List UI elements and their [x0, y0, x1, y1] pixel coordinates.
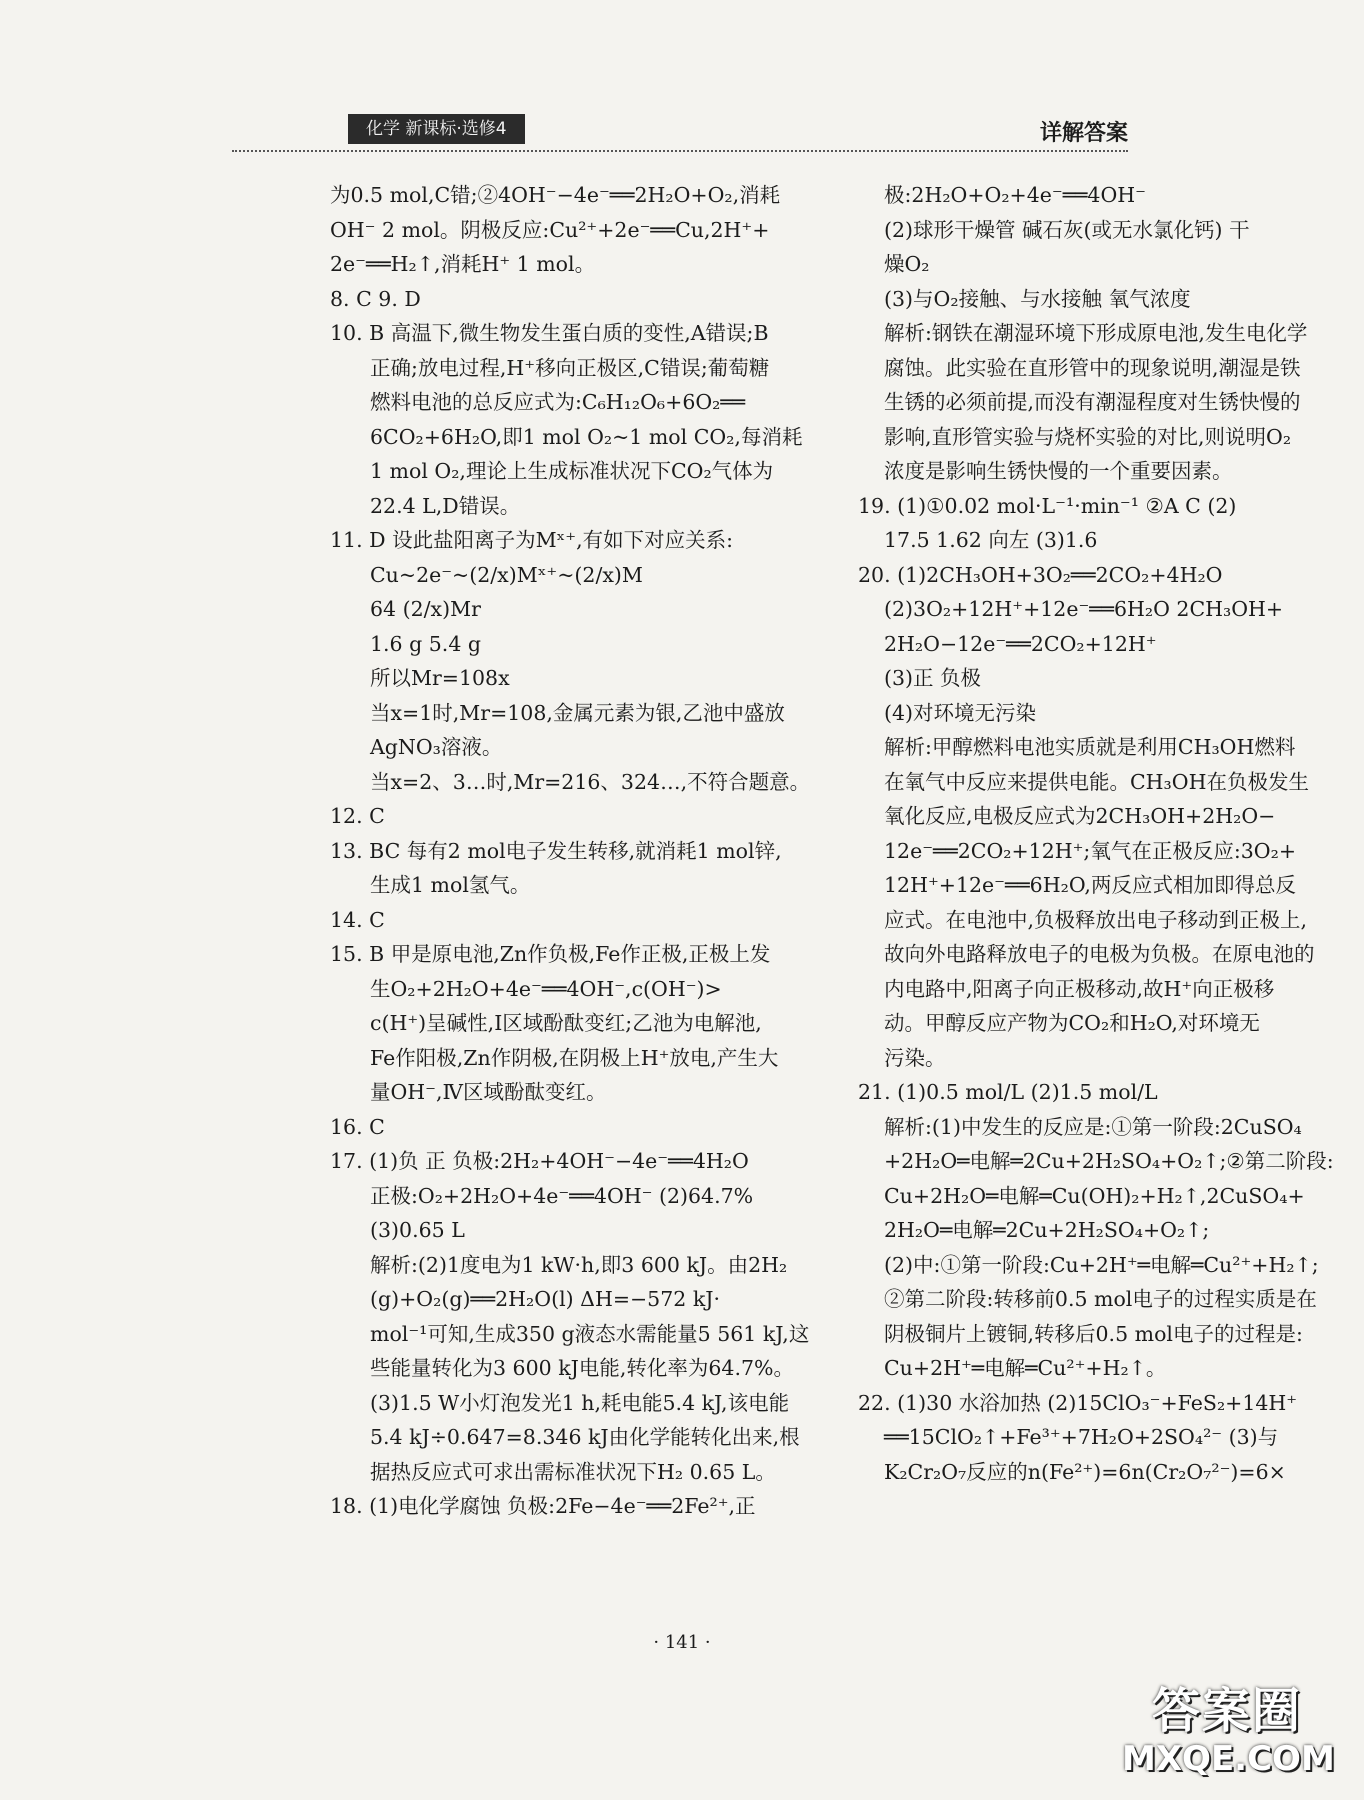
- text-line: 14. C: [330, 907, 385, 932]
- page-header: [232, 108, 1128, 148]
- text-line: 据热反应式可求出需标准状况下H₂ 0.65 L。: [370, 1459, 776, 1484]
- watermark-url: MXQE.COM: [1122, 1739, 1335, 1779]
- text-line: 5.4 kJ÷0.647=8.346 kJ由化学能转化出来,根: [370, 1425, 800, 1449]
- text-line: mol⁻¹可知,生成350 g液态水需能量5 561 kJ,这: [370, 1321, 810, 1346]
- text-line: 当x=1时,Mr=108,金属元素为银,乙池中盛放: [370, 700, 785, 725]
- text-line: 2H₂O−12e⁻══2CO₂+12H⁺: [884, 631, 1157, 656]
- text-line: 动。甲醇反应产物为CO₂和H₂O,对环境无: [884, 1011, 1260, 1035]
- text-line: 6CO₂+6H₂O,即1 mol O₂~1 mol CO₂,每消耗: [370, 424, 803, 449]
- text-line: 1 mol O₂,理论上生成标准状况下CO₂气体为: [370, 459, 774, 483]
- text-line: 极:2H₂O+O₂+4e⁻══4OH⁻: [884, 183, 1146, 207]
- text-line: 12e⁻══2CO₂+12H⁺;氧气在正极反应:3O₂+: [884, 838, 1296, 863]
- book-tag: 化学 新课标·选修4: [348, 114, 525, 144]
- text-line: 生成1 mol氢气。: [370, 873, 531, 897]
- text-line: 正极:O₂+2H₂O+4e⁻══4OH⁻ (2)64.7%: [370, 1183, 754, 1208]
- text-line: 17.5 1.62 向左 (3)1.6: [884, 528, 1098, 552]
- text-line: 污染。: [884, 1045, 946, 1070]
- text-line: 当x=2、3…时,Mr=216、324…,不符合题意。: [370, 769, 811, 794]
- watermark: [1122, 1681, 1335, 1779]
- text-line: 18. (1)电化学腐蚀 负极:2Fe−4e⁻══2Fe²⁺,正: [330, 1494, 756, 1518]
- text-line: 解析:钢铁在潮湿环境下形成原电池,发生电化学: [884, 321, 1308, 345]
- text-line: AgNO₃溶液。: [370, 735, 503, 759]
- text-line: 17. (1)负 正 负极:2H₂+4OH⁻−4e⁻══4H₂O: [330, 1149, 749, 1173]
- text-line: 16. C: [330, 1114, 385, 1139]
- text-line: Fe作阳极,Zn作阴极,在阴极上H⁺放电,产生大: [370, 1045, 779, 1070]
- text-line: (3)正 负极: [884, 666, 982, 690]
- text-line: 解析:(2)1度电为1 kW·h,即3 600 kJ。由2H₂: [370, 1252, 788, 1277]
- text-line: 2H₂O═电解═2Cu+2H₂SO₄+O₂↑;: [884, 1218, 1210, 1242]
- text-line: 2e⁻══H₂↑,消耗H⁺ 1 mol。: [330, 252, 596, 276]
- text-line: (2)3O₂+12H⁺+12e⁻══6H₂O 2CH₃OH+: [884, 597, 1284, 621]
- text-line: (g)+O₂(g)══2H₂O(l) ΔH=−572 kJ·: [370, 1287, 720, 1311]
- text-line: 阴极铜片上镀铜,转移后0.5 mol电子的过程是:: [884, 1321, 1303, 1346]
- section-title: 详解答案: [1039, 121, 1128, 146]
- text-line: 些能量转化为3 600 kJ电能,转化率为64.7%。: [370, 1356, 794, 1380]
- text-line: K₂Cr₂O₇反应的n(Fe²⁺)=6n(Cr₂O₇²⁻)=6×: [884, 1459, 1286, 1484]
- text-line: 13. BC 每有2 mol电子发生转移,就消耗1 mol锌,: [330, 838, 782, 863]
- text-line: 浓度是影响生锈快慢的一个重要因素。: [884, 459, 1233, 483]
- text-line: 10. B 高温下,微生物发生蛋白质的变性,A错误;B: [330, 321, 769, 345]
- text-line: 腐蚀。此实验在直形管中的现象说明,潮湿是铁: [884, 355, 1301, 380]
- text-line: 氧化反应,电极反应式为2CH₃OH+2H₂O−: [884, 804, 1276, 828]
- text-line: 21. (1)0.5 mol/L (2)1.5 mol/L: [858, 1080, 1158, 1104]
- text-line: (4)对环境无污染: [884, 700, 1037, 725]
- text-line: 19. (1)①0.02 mol·L⁻¹·min⁻¹ ②A C (2): [858, 493, 1237, 518]
- text-line: c(H⁺)呈碱性,Ⅰ区域酚酞变红;乙池为电解池,: [370, 1011, 762, 1035]
- text-line: OH⁻ 2 mol。阴极反应:Cu²⁺+2e⁻══Cu,2H⁺+: [330, 217, 770, 242]
- text-line: 20. (1)2CH₃OH+3O₂══2CO₂+4H₂O: [858, 562, 1223, 587]
- text-line: 正确;放电过程,H⁺移向正极区,C错误;葡萄糖: [370, 355, 770, 380]
- text-line: 22.4 L,D错误。: [370, 493, 521, 518]
- text-line: 生O₂+2H₂O+4e⁻══4OH⁻,c(OH⁻)>: [370, 976, 722, 1001]
- text-line: Cu~2e⁻~(2/x)Mˣ⁺~(2/x)M: [370, 562, 643, 587]
- text-line: ══15ClO₂↑+Fe³⁺+7H₂O+2SO₄²⁻ (3)与: [884, 1425, 1279, 1449]
- text-line: 64 (2/x)Mr: [370, 597, 481, 621]
- text-line: (3)1.5 W小灯泡发光1 h,耗电能5.4 kJ,该电能: [370, 1390, 790, 1415]
- right-column: [858, 178, 1348, 1489]
- text-line: 在氧气中反应来提供电能。CH₃OH在负极发生: [884, 769, 1309, 794]
- text-line: 燃料电池的总反应式为:C₆H₁₂O₆+6O₂══: [370, 390, 746, 414]
- watermark-logo: 答案圈: [1151, 1683, 1302, 1739]
- text-line: 8. C 9. D: [330, 286, 421, 311]
- text-line: 应式。在电池中,负极释放出电子移动到正极上,: [884, 907, 1308, 932]
- text-line: 为0.5 mol,C错;②4OH⁻−4e⁻══2H₂O+O₂,消耗: [330, 183, 781, 207]
- text-line: 15. B 甲是原电池,Zn作负极,Fe作正极,正极上发: [330, 942, 771, 966]
- text-line: 22. (1)30 水浴加热 (2)15ClO₃⁻+FeS₂+14H⁺: [858, 1390, 1298, 1415]
- text-line: 燥O₂: [884, 252, 930, 276]
- header-divider: [232, 150, 1128, 152]
- page-number: · 141 ·: [653, 1632, 711, 1653]
- text-line: +2H₂O═电解═2Cu+2H₂SO₄+O₂↑;②第二阶段:: [884, 1149, 1334, 1173]
- text-line: 所以Mr=108x: [370, 666, 510, 690]
- text-line: 影响,直形管实验与烧杯实验的对比,则说明O₂: [884, 424, 1292, 449]
- text-line: ②第二阶段:转移前0.5 mol电子的过程实质是在: [884, 1287, 1317, 1311]
- text-line: 11. D 设此盐阳离子为Mˣ⁺,有如下对应关系:: [330, 528, 733, 552]
- text-line: Cu+2H₂O═电解═Cu(OH)₂+H₂↑,2CuSO₄+: [884, 1183, 1305, 1208]
- text-line: (3)0.65 L: [370, 1218, 465, 1242]
- text-line: 内电路中,阳离子向正极移动,故H⁺向正极移: [884, 976, 1275, 1001]
- text-line: (3)与O₂接触、与水接触 氧气浓度: [884, 286, 1191, 311]
- text-line: (2)中:①第一阶段:Cu+2H⁺═电解═Cu²⁺+H₂↑;: [884, 1252, 1319, 1277]
- text-line: 生锈的必须前提,而没有潮湿程度对生锈快慢的: [884, 390, 1301, 414]
- text-line: 解析:甲醇燃料电池实质就是利用CH₃OH燃料: [884, 735, 1296, 759]
- left-column: [330, 178, 850, 1524]
- text-line: 12H⁺+12e⁻══6H₂O,两反应式相加即得总反: [884, 873, 1296, 897]
- text-line: 12. C: [330, 804, 385, 828]
- text-line: 故向外电路释放电子的电极为负极。在原电池的: [884, 942, 1315, 966]
- text-line: Cu+2H⁺═电解═Cu²⁺+H₂↑。: [884, 1356, 1167, 1380]
- text-line: 1.6 g 5.4 g: [370, 631, 481, 656]
- text-line: 量OH⁻,Ⅳ区域酚酞变红。: [370, 1080, 607, 1104]
- text-line: 解析:(1)中发生的反应是:①第一阶段:2CuSO₄: [884, 1114, 1302, 1139]
- text-line: (2)球形干燥管 碱石灰(或无水氯化钙) 干: [884, 217, 1250, 242]
